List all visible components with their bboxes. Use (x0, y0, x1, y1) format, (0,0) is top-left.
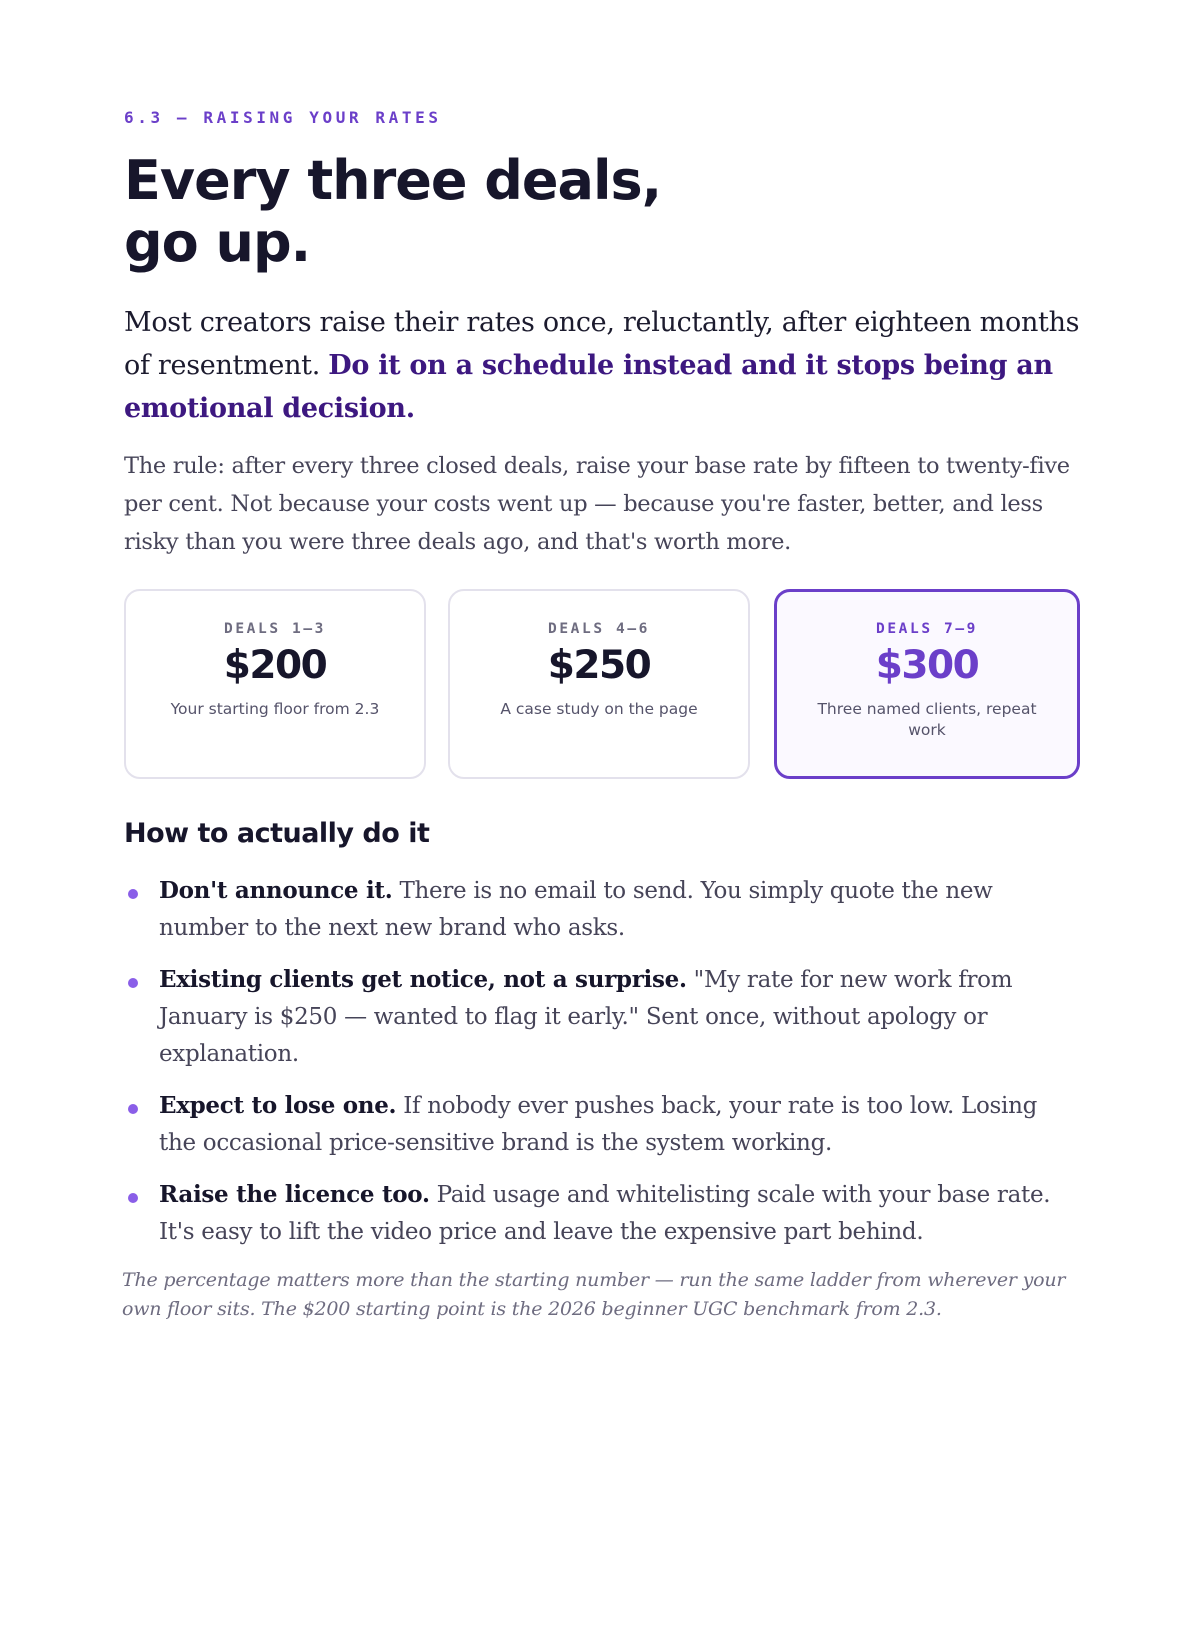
bullet-dot-icon (128, 889, 138, 899)
tip-text: "My rate for new work from January is $250 — wanted to flag it early." Sent once, without apology or explanation. (159, 967, 1013, 1067)
list-item (124, 961, 1080, 1073)
footnote: The percentage matters more than the starting number — run the same ladder from wherever your own floor sits. The $200 starting point is the 2026 beginner UGC benchmark from 2.3. (122, 1269, 1066, 1320)
lede-paragraph (124, 301, 1084, 430)
tier-price: $300 (875, 643, 979, 688)
tip-lead: Don't announce it. (159, 877, 393, 904)
tier-label: DEALS 1–3 (224, 621, 326, 637)
lede-emphasis: Do it on a schedule instead and it stops being an emotional decision. (124, 350, 1053, 424)
list-item (124, 1176, 1080, 1251)
list-item (124, 1087, 1080, 1162)
tier-price: $250 (547, 643, 651, 688)
tip-text: There is no email to send. You simply quote the new number to the next new brand who asks. (159, 878, 993, 941)
tip-text: Paid usage and whitelisting scale with your base rate. It's easy to lift the video price and leave the expensive part behind. (159, 1182, 1051, 1245)
page-title-line-2: go up. (124, 211, 311, 274)
section-eyebrow: 6.3 — RAISING YOUR RATES (124, 108, 442, 127)
tip-text: If nobody ever pushes back, your rate is too low. Losing the occasional price-sensitive brand is the system working. (159, 1093, 1038, 1156)
bullet-dot-icon (128, 1193, 138, 1203)
section-subheading: How to actually do it (124, 818, 430, 849)
tier-label: DEALS 4–6 (548, 621, 650, 637)
bullet-dot-icon (128, 1104, 138, 1114)
page-title (124, 150, 661, 274)
rule-paragraph: The rule: after every three closed deals, raise your base rate by fifteen to twenty-five per cent. Not because your costs went up — because you're faster, better, and less risky than you were three deals ago, and that's worth more. (124, 453, 1070, 555)
tier-description: Three named clients, repeat work (817, 700, 1037, 739)
tip-lead: Existing clients get notice, not a surprise. (159, 966, 687, 993)
tier-label: DEALS 7–9 (876, 621, 978, 637)
bullet-dot-icon (128, 978, 138, 988)
lede-text: Most creators raise their rates once, reluctantly, after eighteen months of resentment. (124, 307, 1080, 381)
tier-price: $200 (223, 643, 327, 688)
tips-list (124, 872, 1080, 1265)
list-item (124, 872, 1080, 947)
tier-description: A case study on the page (500, 700, 698, 718)
tier-card-deals-1-3 (124, 589, 426, 779)
tip-lead: Expect to lose one. (159, 1092, 397, 1119)
tier-card-deals-7-9 (774, 589, 1080, 779)
tier-card-deals-4-6 (448, 589, 750, 779)
tip-lead: Raise the licence too. (159, 1181, 430, 1208)
tier-description: Your starting floor from 2.3 (170, 700, 380, 718)
page-title-line-1: Every three deals, (124, 149, 662, 212)
